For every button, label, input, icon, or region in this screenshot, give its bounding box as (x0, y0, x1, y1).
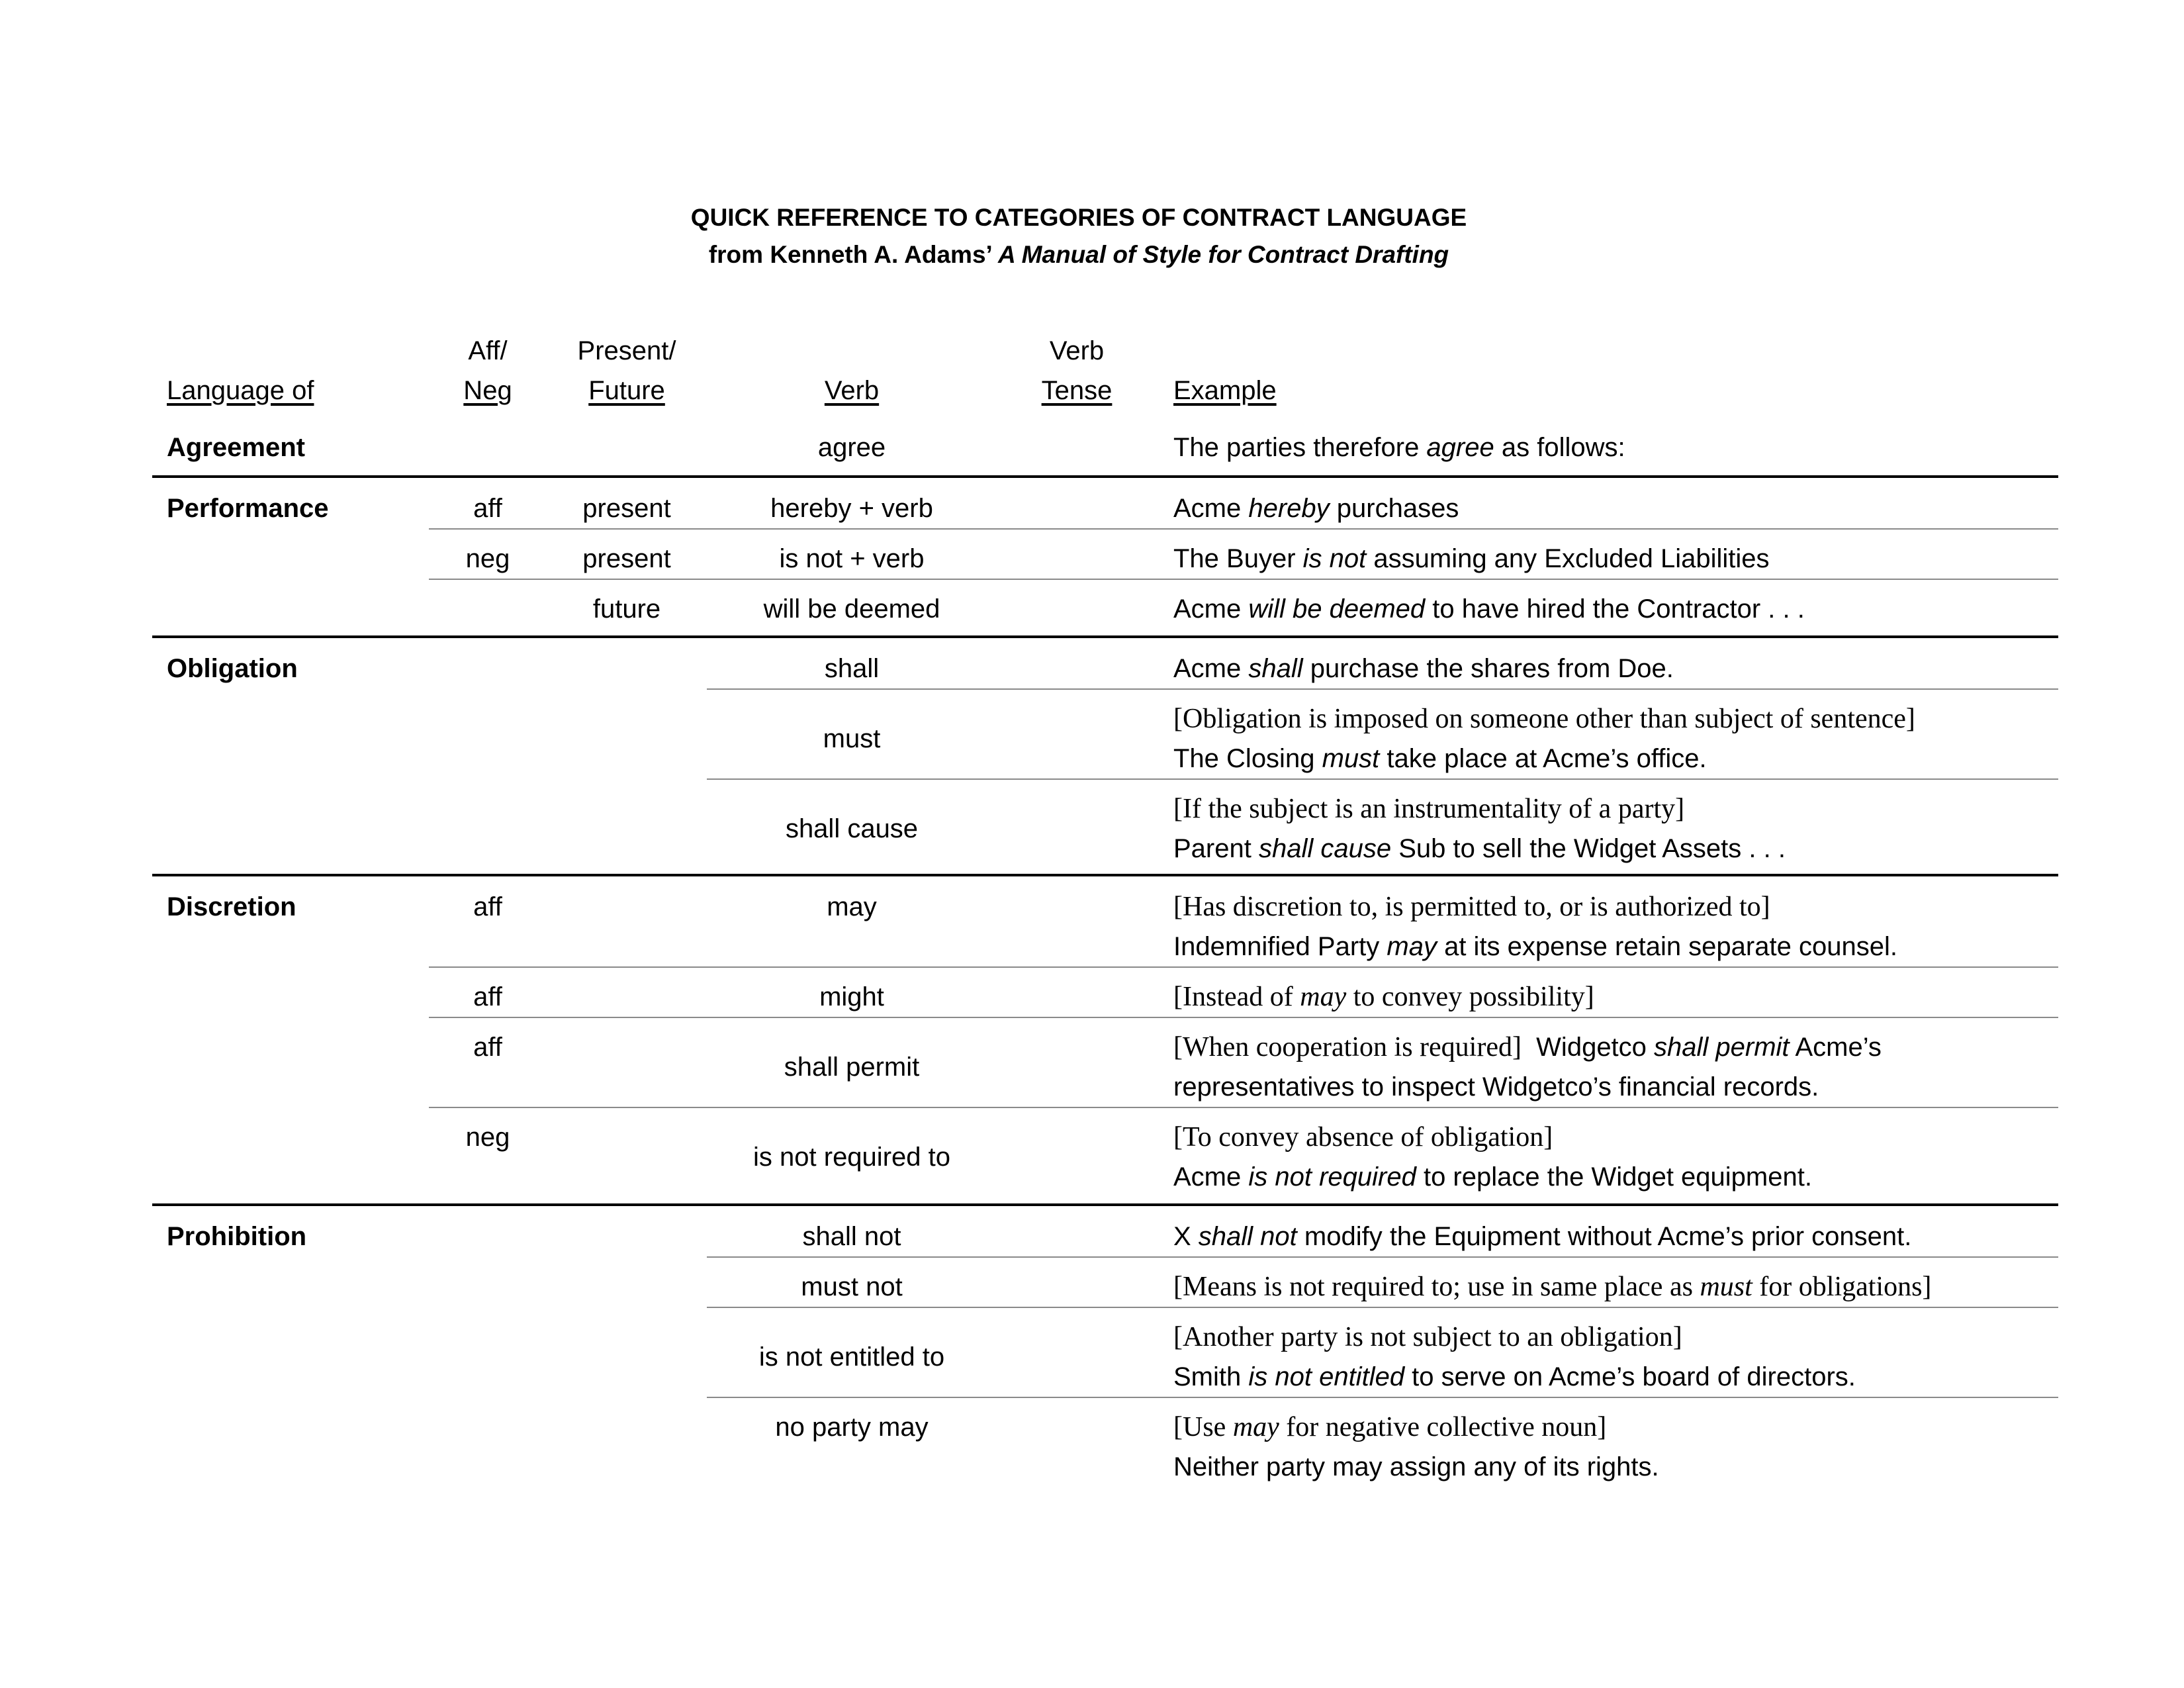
header-verb: Verb (824, 376, 880, 405)
section-divider (152, 475, 2058, 478)
header-verb-tense-top: Verb (1049, 336, 1105, 365)
example-not-entitled: Smith is not entitled to serve on Acme’s board of directors. (1173, 1362, 1856, 1391)
category-performance: Performance (167, 494, 329, 523)
example-not-required: Acme is not required to replace the Widget equipment. (1173, 1162, 1812, 1192)
example-shall-permit-line2: representatives to inspect Widgetco’s financial records. (1173, 1072, 1819, 1102)
header-aff-neg-top: Aff/ (468, 336, 508, 365)
example-shall-cause: Parent shall cause Sub to sell the Widget Assets . . . (1173, 834, 1786, 863)
row-divider (707, 778, 2058, 780)
verb-hereby: hereby + verb (770, 494, 933, 523)
aff-neg-might: aff (473, 982, 502, 1011)
header-aff-neg-bottom: Neg (463, 376, 512, 405)
verb-isnot: is not + verb (779, 544, 925, 573)
example-agree: The parties therefore agree as follows: (1173, 433, 1625, 462)
note-not-required: [To convey absence of obligation] (1173, 1122, 1553, 1152)
row-divider (707, 1307, 2058, 1308)
subtitle-book-title: A Manual of Style for Contract Drafting (998, 241, 1449, 268)
verb-shall-not: shall not (802, 1222, 901, 1251)
section-divider (152, 874, 2058, 876)
note-must-not: [Means is not required to; use in same place as must for obligations] (1173, 1272, 1932, 1302)
category-obligation: Obligation (167, 654, 298, 683)
example-must: The Closing must take place at Acme’s office. (1173, 744, 1707, 773)
example-shall-permit: [When cooperation is required] Widgetco shall permit Acme’s (1173, 1032, 1882, 1062)
note-might: [Instead of may to convey possibility] (1173, 982, 1594, 1012)
header-present-future-top: Present/ (577, 336, 676, 365)
aff-neg-permit: aff (473, 1033, 502, 1062)
verb-not-required: is not required to (753, 1143, 950, 1172)
verb-must: must (823, 724, 881, 753)
present-future-isnot: present (582, 544, 671, 573)
row-divider (429, 1107, 2058, 1108)
row-divider (429, 528, 2058, 530)
row-divider (707, 688, 2058, 690)
verb-must-not: must not (801, 1272, 903, 1301)
verb-no-party-may: no party may (775, 1413, 929, 1442)
page-subtitle (0, 241, 2158, 269)
row-divider (707, 1397, 2058, 1398)
category-discretion: Discretion (167, 892, 296, 921)
page-title: QUICK REFERENCE TO CATEGORIES OF CONTRACT LANGUAGE (690, 204, 1467, 231)
aff-neg-not-required: neg (465, 1123, 510, 1152)
verb-not-entitled: is not entitled to (758, 1342, 945, 1372)
verb-shall: shall (824, 654, 880, 683)
verb-may: may (827, 892, 877, 921)
verb-shall-permit: shall permit (784, 1053, 920, 1082)
header-present-future-bottom: Future (588, 376, 665, 405)
example-shall-not: X shall not modify the Equipment without Acme’s prior consent. (1173, 1222, 1912, 1251)
example-hereby: Acme hereby purchases (1173, 494, 1459, 523)
category-prohibition: Prohibition (167, 1222, 307, 1251)
note-no-party-may: [Use may for negative collective noun] (1173, 1412, 1607, 1442)
verb-agree: agree (817, 433, 886, 462)
example-may: Indemnified Party may at its expense retain separate counsel. (1173, 932, 1897, 961)
header-example: Example (1173, 376, 1277, 405)
subtitle-author: from Kenneth A. Adams’ (708, 241, 999, 268)
row-divider (429, 966, 2058, 968)
present-future-hereby: present (582, 494, 671, 523)
example-isnot: The Buyer is not assuming any Excluded Liabilities (1173, 544, 1770, 573)
aff-neg-may: aff (473, 892, 502, 921)
note-not-entitled: [Another party is not subject to an obligation] (1173, 1322, 1682, 1352)
row-divider (429, 1017, 2058, 1018)
section-divider (152, 635, 2058, 638)
note-may: [Has discretion to, is permitted to, or is authorized to] (1173, 892, 1770, 922)
row-divider (429, 579, 2058, 580)
example-shall: Acme shall purchase the shares from Doe. (1173, 654, 1674, 683)
example-no-party-may: Neither party may assign any of its rights. (1173, 1452, 1659, 1481)
category-agreement: Agreement (167, 433, 305, 462)
header-language-of: Language of (167, 376, 314, 405)
note-must: [Obligation is imposed on someone other than subject of sentence] (1173, 704, 1915, 734)
aff-neg-isnot: neg (465, 544, 510, 573)
verb-might: might (819, 982, 884, 1011)
example-deemed: Acme will be deemed to have hired the Contractor . . . (1173, 594, 1805, 624)
row-divider (707, 1256, 2058, 1258)
verb-deemed: will be deemed (763, 594, 940, 624)
section-divider (152, 1203, 2058, 1206)
header-verb-tense-bottom: Tense (1041, 376, 1113, 405)
verb-shall-cause: shall cause (785, 814, 919, 843)
present-future-deemed: future (592, 594, 661, 624)
note-shall-cause: [If the subject is an instrumentality of a party] (1173, 794, 1685, 824)
aff-neg-hereby: aff (473, 494, 502, 523)
